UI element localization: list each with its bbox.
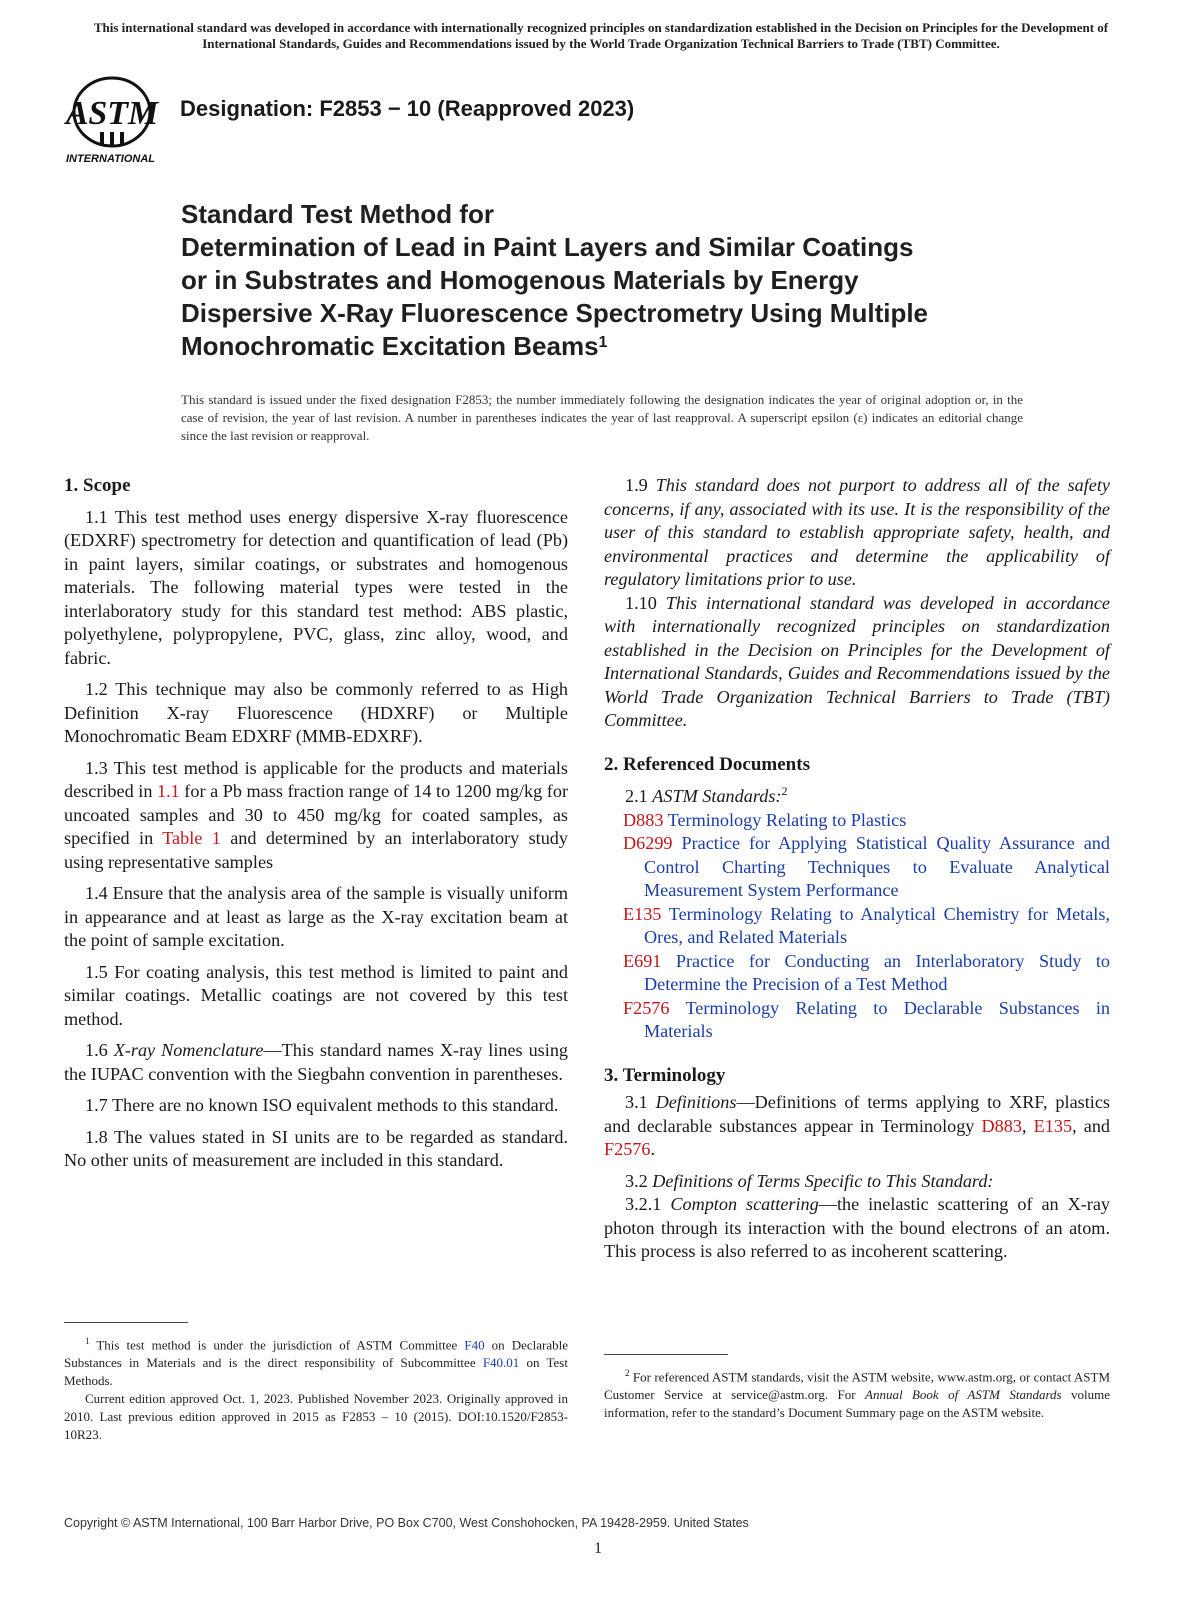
link-e135[interactable]: E135 [1033, 1115, 1073, 1136]
section-heading-referenced-documents: 2. Referenced Documents [604, 753, 810, 775]
astm-logo [64, 70, 168, 166]
title-line: Monochromatic Excitation Beams$^1$ [181, 331, 608, 361]
footnote-divider [64, 1322, 188, 1323]
reference-item[interactable]: E691 Practice for Conducting an Interlaboratory Study to Determine the Precision of a Test Method [623, 950, 1110, 995]
left-column [64, 474, 568, 1173]
footnote-2: $^2$ For referenced ASTM standards, visit the ASTM website, www.astm.org, or contact ASTM Customer Service at service@astm.org. For Annual Book of ASTM Standards volume information, refer to the standard’s Document Summary page on the ASTM website. [604, 1368, 1111, 1421]
astm-logo-mark [64, 70, 168, 166]
footnote-divider [604, 1354, 728, 1355]
para-1-6: 1.6 X-ray Nomenclature—This standard names X-ray lines using the IUPAC convention with the Siegbahn convention in parentheses. [64, 1040, 569, 1084]
para-2-1: 2.1 ASTM Standards:$^2$ [625, 784, 788, 807]
title-line: or in Substrates and Homogenous Materials by Energy [181, 265, 859, 295]
reference-item[interactable]: E135 Terminology Relating to Analytical Chemistry for Metals, Ores, and Related Materials [623, 903, 1110, 948]
link-1-1[interactable]: 1.1 [157, 781, 180, 801]
svg-text:INTERNATIONAL: INTERNATIONAL [66, 153, 156, 165]
title-line: Dispersive X-Ray Fluorescence Spectrometry Using Multiple [181, 298, 929, 328]
title-line: Standard Test Method for [181, 199, 494, 229]
right-column [604, 474, 1110, 1264]
copyright-line: Copyright © ASTM International, 100 Barr Harbor Drive, PO Box C700, West Conshohocken, PA 19428-2959. United States [64, 1516, 749, 1530]
svg-text:ASTM: ASTM [65, 95, 159, 132]
para-3-2-1: 3.2.1 Compton scattering—the inelastic scattering of an X-ray photon through its interaction with the bound electrons of an atom. This process is also referred to as incoherent scattering. [604, 1194, 1111, 1262]
reference-item[interactable]: D6299 Practice for Applying Statistical Quality Assurance and Control Charting Techniques to Evaluate Analytical Measurement System Performance [623, 833, 1110, 901]
footnote-mark: 1 [598, 334, 608, 351]
footnote-1: $^1$ This test method is under the jurisdiction of ASTM Committee F40 on Declarable Substances in Materials and is the direct responsibility of Subcommittee F40.01 on Test Methods. Current edition approved Oct. 1, 2023. Published November 2023. Originally approved in 2010. Last previous edition approved in 2015 as F2853 – 10 (2015). DOI:10.1520/F2853-10R23. [64, 1336, 569, 1443]
link-table-1[interactable]: Table 1 [162, 828, 221, 848]
wto-notice: This international standard was developed in accordance with internationally recognized principles on standardization established in the Decision on Principles for the Development of International Standards, Guides and Recommendations issued by the World Trade Organization Technical Barriers to Trade (TBT) Committee. [93, 20, 1109, 51]
para-1-1: 1.1 This test method uses energy dispersive X-ray fluorescence (EDXRF) spectrometry for detection and quantification of lead (Pb) in paint layers, similar coatings, or substrates and homogenous materials. The following material types were tested in the interlaboratory study for this standard test method: ABS plastic, polyethylene, polypropylene, PVC, glass, zinc alloy, wood, and fabric. [64, 506, 568, 668]
reference-item[interactable]: D883 Terminology Relating to Plastics [623, 809, 907, 830]
page-number: 1 [594, 1540, 602, 1557]
issuance-note: This standard is issued under the fixed designation F2853; the number immediately following the designation indicates the year of original adoption or, in the case of revision, the year of last revision. A number in parentheses indicates the year of last reapproval. A superscript epsilon (ε) indicates an editorial change since the last revision or reapproval. [181, 392, 1023, 443]
document-title [181, 198, 1061, 363]
section-heading-terminology: 3. Terminology [604, 1064, 726, 1086]
link-d883[interactable]: D883 [981, 1115, 1022, 1136]
para-1-2: 1.2 This technique may also be commonly referred to as High Definition X-ray Fluorescence (HDXRF) or Multiple Monochromatic Beam EDXRF (MMB-EDXRF). [64, 679, 568, 746]
para-1-10: 1.10 This international standard was developed in accordance with internationally recognized principles on standardization established in the Decision on Principles for the Development of International Standards, Guides and Recommendations issued by the World Trade Organization Technical Barriers to Trade (TBT) Committee. [604, 592, 1110, 730]
link-f2576[interactable]: F2576 [604, 1139, 651, 1160]
designation: Designation: F2853 − 10 (Reapproved 2023) [180, 96, 635, 121]
reference-list [604, 809, 1110, 1044]
para-3-1: 3.1 Definitions—Definitions of terms applying to XRF, plastics and declarable substances appear in Terminology D883, E135, and F2576. [604, 1092, 1111, 1160]
para-1-7: 1.7 There are no known ISO equivalent methods to this standard. [85, 1095, 559, 1115]
link-f40-01[interactable]: F40.01 [482, 1355, 520, 1371]
para-1-9: 1.9 This standard does not purport to address all of the safety concerns, if any, associated with its use. It is the responsibility of the user of this standard to establish appropriate safety, health, and environmental practices and determine the applicability of regulatory limitations prior to use. [604, 475, 1110, 589]
reference-item[interactable]: F2576 Terminology Relating to Declarable Substances in Materials [623, 997, 1110, 1042]
para-1-4: 1.4 Ensure that the analysis area of the sample is visually uniform in appearance and at least as large as the X-ray excitation beam at the point of sample excitation. [64, 883, 568, 950]
para-1-5: 1.5 For coating analysis, this test method is limited to paint and similar coatings. Metallic coatings are not covered by this test method. [64, 961, 568, 1029]
para-1-8: 1.8 The values stated in SI units are to be regarded as standard. No other units of measurement are included in this standard. [64, 1126, 568, 1170]
para-1-3: 1.3 This test method is applicable for the products and materials described in 1.1 for a Pb mass fraction range of 14 to 1200 mg/kg for uncoated samples and 30 to 450 mg/kg for coated samples, as specified in Table 1 and determined by an interlaboratory study using representative samples [64, 757, 568, 872]
link-f40[interactable]: F40 [464, 1337, 485, 1353]
title-line: Determination of Lead in Paint Layers and Similar Coatings [181, 232, 914, 262]
section-heading-scope: 1. Scope [64, 475, 131, 496]
para-3-2: 3.2 Definitions of Terms Specific to This Standard: [625, 1170, 994, 1191]
